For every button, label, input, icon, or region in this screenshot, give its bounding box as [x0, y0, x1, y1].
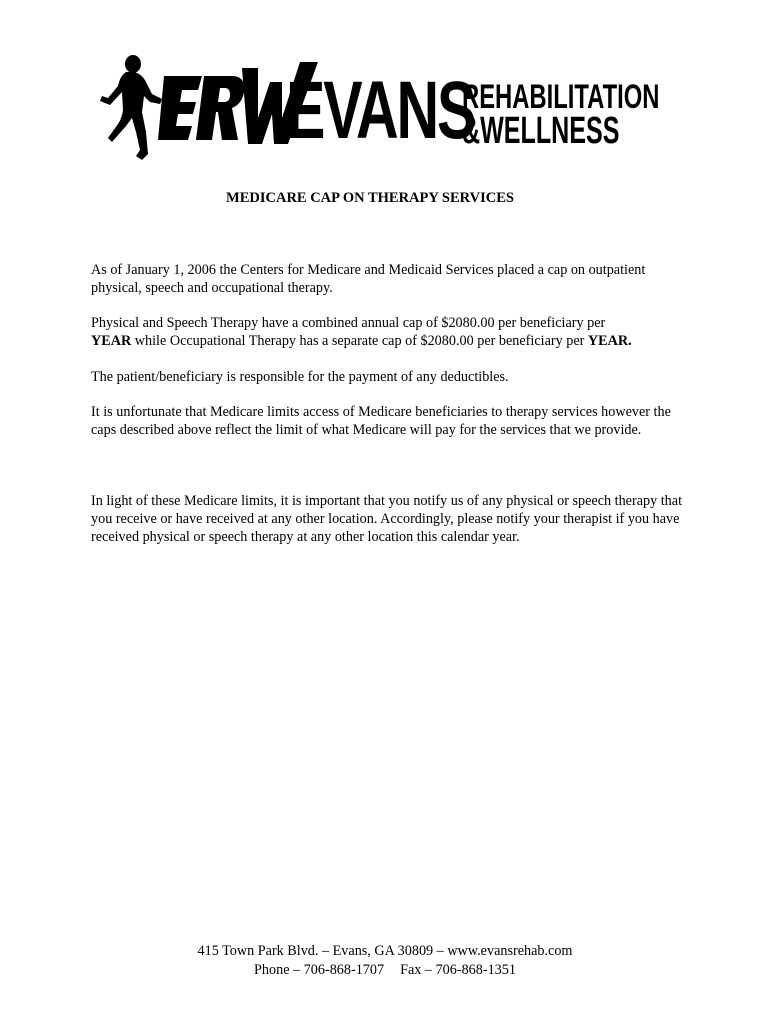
document-title: MEDICARE CAP ON THERAPY SERVICES: [226, 190, 514, 206]
logo-rehabilitation-text: REHABILITATION: [462, 78, 660, 116]
logo-wellness-text: &WELLNESS: [462, 110, 620, 152]
footer-contact: [0, 961, 770, 980]
logo-evans-text: EVANS: [286, 65, 475, 156]
paragraph-notify: In light of these Medicare limits, it is important that you notify us of any physical or speech therapy that you receive or have received at any other location. Accordingly, please notify your therapist if you have received physical or speech therapy at any other location this calendar year.: [91, 493, 683, 545]
paragraph-cap-amounts: [91, 314, 691, 350]
page-footer: [0, 942, 770, 980]
footer-phone: Phone – 706-868-1707: [254, 962, 385, 978]
para2-year-bold-end: YEAR.: [587, 333, 632, 349]
paragraph-deductibles: The patient/beneficiary is responsible for the payment of any deductibles.: [91, 369, 509, 385]
footer-address: 415 Town Park Blvd. – Evans, GA 30809 – www.evansrehab.com: [197, 943, 573, 959]
paragraph-limits: It is unfortunate that Medicare limits access of Medicare beneficiaries to therapy services however the caps described above reflect the limit of what Medicare will pay for the services that we provide.: [91, 404, 671, 438]
company-logo: [100, 52, 670, 164]
para2-year-bold: YEAR: [91, 333, 132, 349]
paragraph-cap-intro: As of January 1, 2006 the Centers for Medicare and Medicaid Services placed a cap on outpatient physical, speech and occupational therapy.: [91, 262, 646, 296]
footer-fax: Fax – 706-868-1351: [400, 962, 516, 978]
para2-text-a: Physical and Speech Therapy have a combined annual cap of $2080.00 per beneficiary per: [91, 315, 606, 331]
para2-text-c: while Occupational Therapy has a separate cap of $2080.00 per beneficiary per: [131, 333, 588, 349]
